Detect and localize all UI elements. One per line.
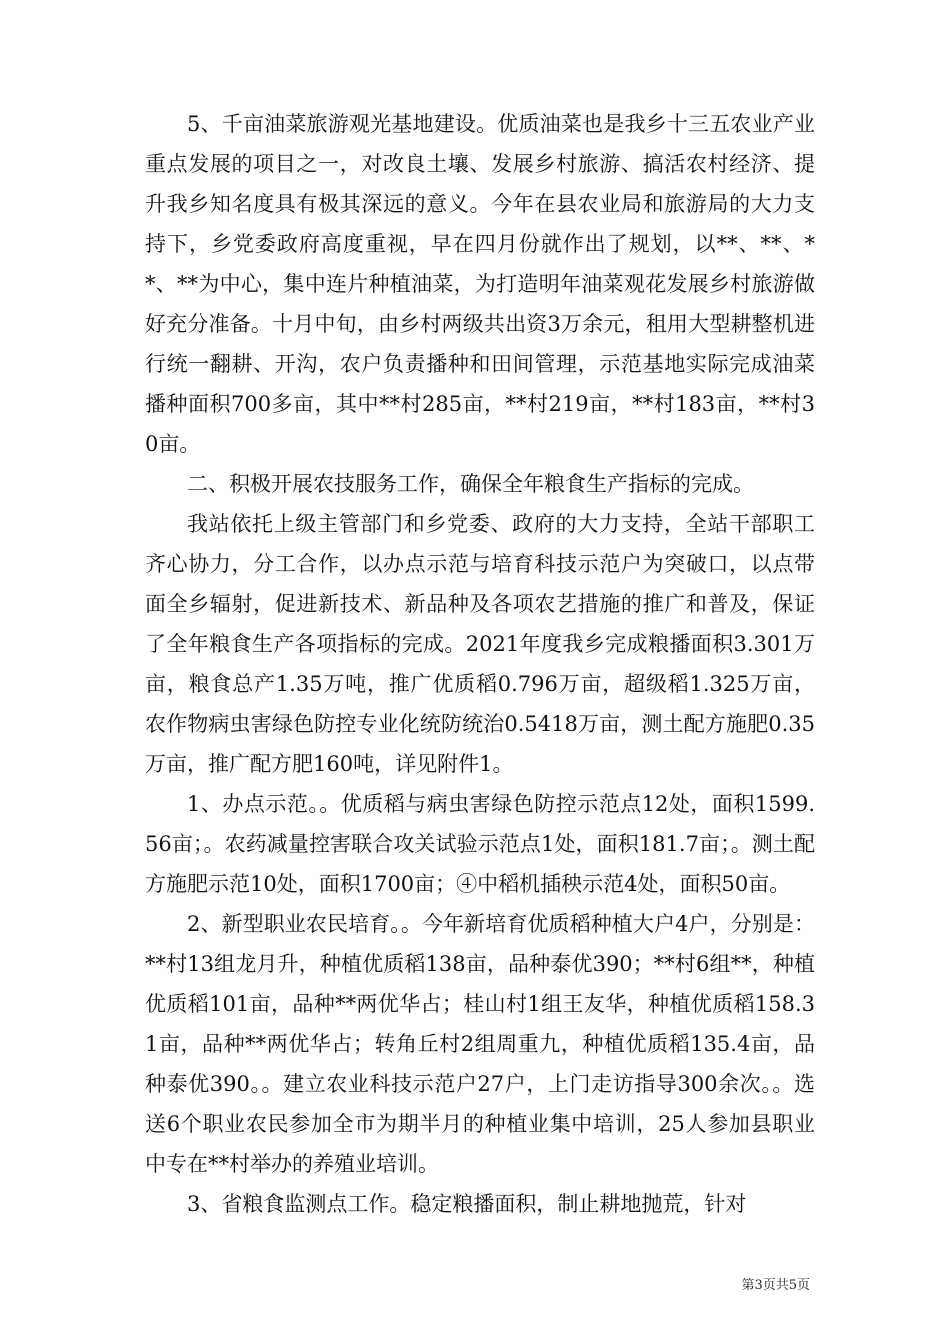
- paragraph-grain-monitoring: 3、省粮食监测点工作。稳定粮播面积，制止耕地抛荒，针对: [187, 1192, 747, 1216]
- document-body: [145, 104, 815, 1224]
- section-heading-agri-tech-service: 二、积极开展农技服务工作，确保全年粮食生产指标的完成。: [187, 472, 754, 496]
- paragraph-station-overview: 我站依托上级主管部门和乡党委、政府的大力支持，全站干部职工齐心协力，分工合作，以办点示范与培育科技示范户为突破口，以点带面全乡辐射，促进新技术、新品种及各项农艺措施的推广和普及，保证了全年粮食生产各项指标的完成。2021年度我乡完成粮播面积3.301万亩，粮食总产1.35万吨，推广优质稻0.796万亩，超级稻1.325万亩，农作物病虫害绿色防控专业化统防统治0.5418万亩，测土配方施肥0.35万亩，推广配方肥160吨，详见附件1。: [145, 512, 815, 776]
- paragraph-rapeseed-base: 5、千亩油菜旅游观光基地建设。优质油菜也是我乡十三五农业产业重点发展的项目之一，对改良土壤、发展乡村旅游、搞活农村经济、提升我乡知名度具有极其深远的意义。今年在县农业局和旅游局的大力支持下，乡党委政府高度重视，早在四月份就作出了规划，以**、**、**、**为中心，集中连片种植油菜，为打造明年油菜观花发展乡村旅游做好充分准备。十月中旬，由乡村两级共出资3万余元，租用大型耕整机进行统一翻耕、开沟，农户负责播种和田间管理，示范基地实际完成油菜播种面积700多亩，其中**村285亩，**村219亩，**村183亩，**村30亩。: [145, 112, 815, 456]
- paragraph-demonstration-sites: 1、办点示范。。优质稻与病虫害绿色防控示范点12处，面积1599.56亩；。农药减量控害联合攻关试验示范点1处，面积181.7亩；。测土配方施肥示范10处，面积1700亩；④中稻机插秧示范4处，面积50亩。: [145, 792, 815, 896]
- paragraph-farmer-training: 2、新型职业农民培育。。今年新培育优质稻种植大户4户，分别是：**村13组龙月升，种植优质稻138亩，品种泰优390；**村6组**，种植优质稻101亩，品种**两优华占；桂山村1组王友华，种植优质稻158.31亩，品种**两优华占；转角丘村2组周重九，种植优质稻135.4亩，品种泰优390。。建立农业科技示范户27户，上门走访指导300余次。。选送6个职业农民参加全市为期半月的种植业集中培训，25人参加县职业中专在**村举办的养殖业培训。: [145, 912, 815, 1176]
- page-number: 第3页共5页: [741, 1278, 810, 1293]
